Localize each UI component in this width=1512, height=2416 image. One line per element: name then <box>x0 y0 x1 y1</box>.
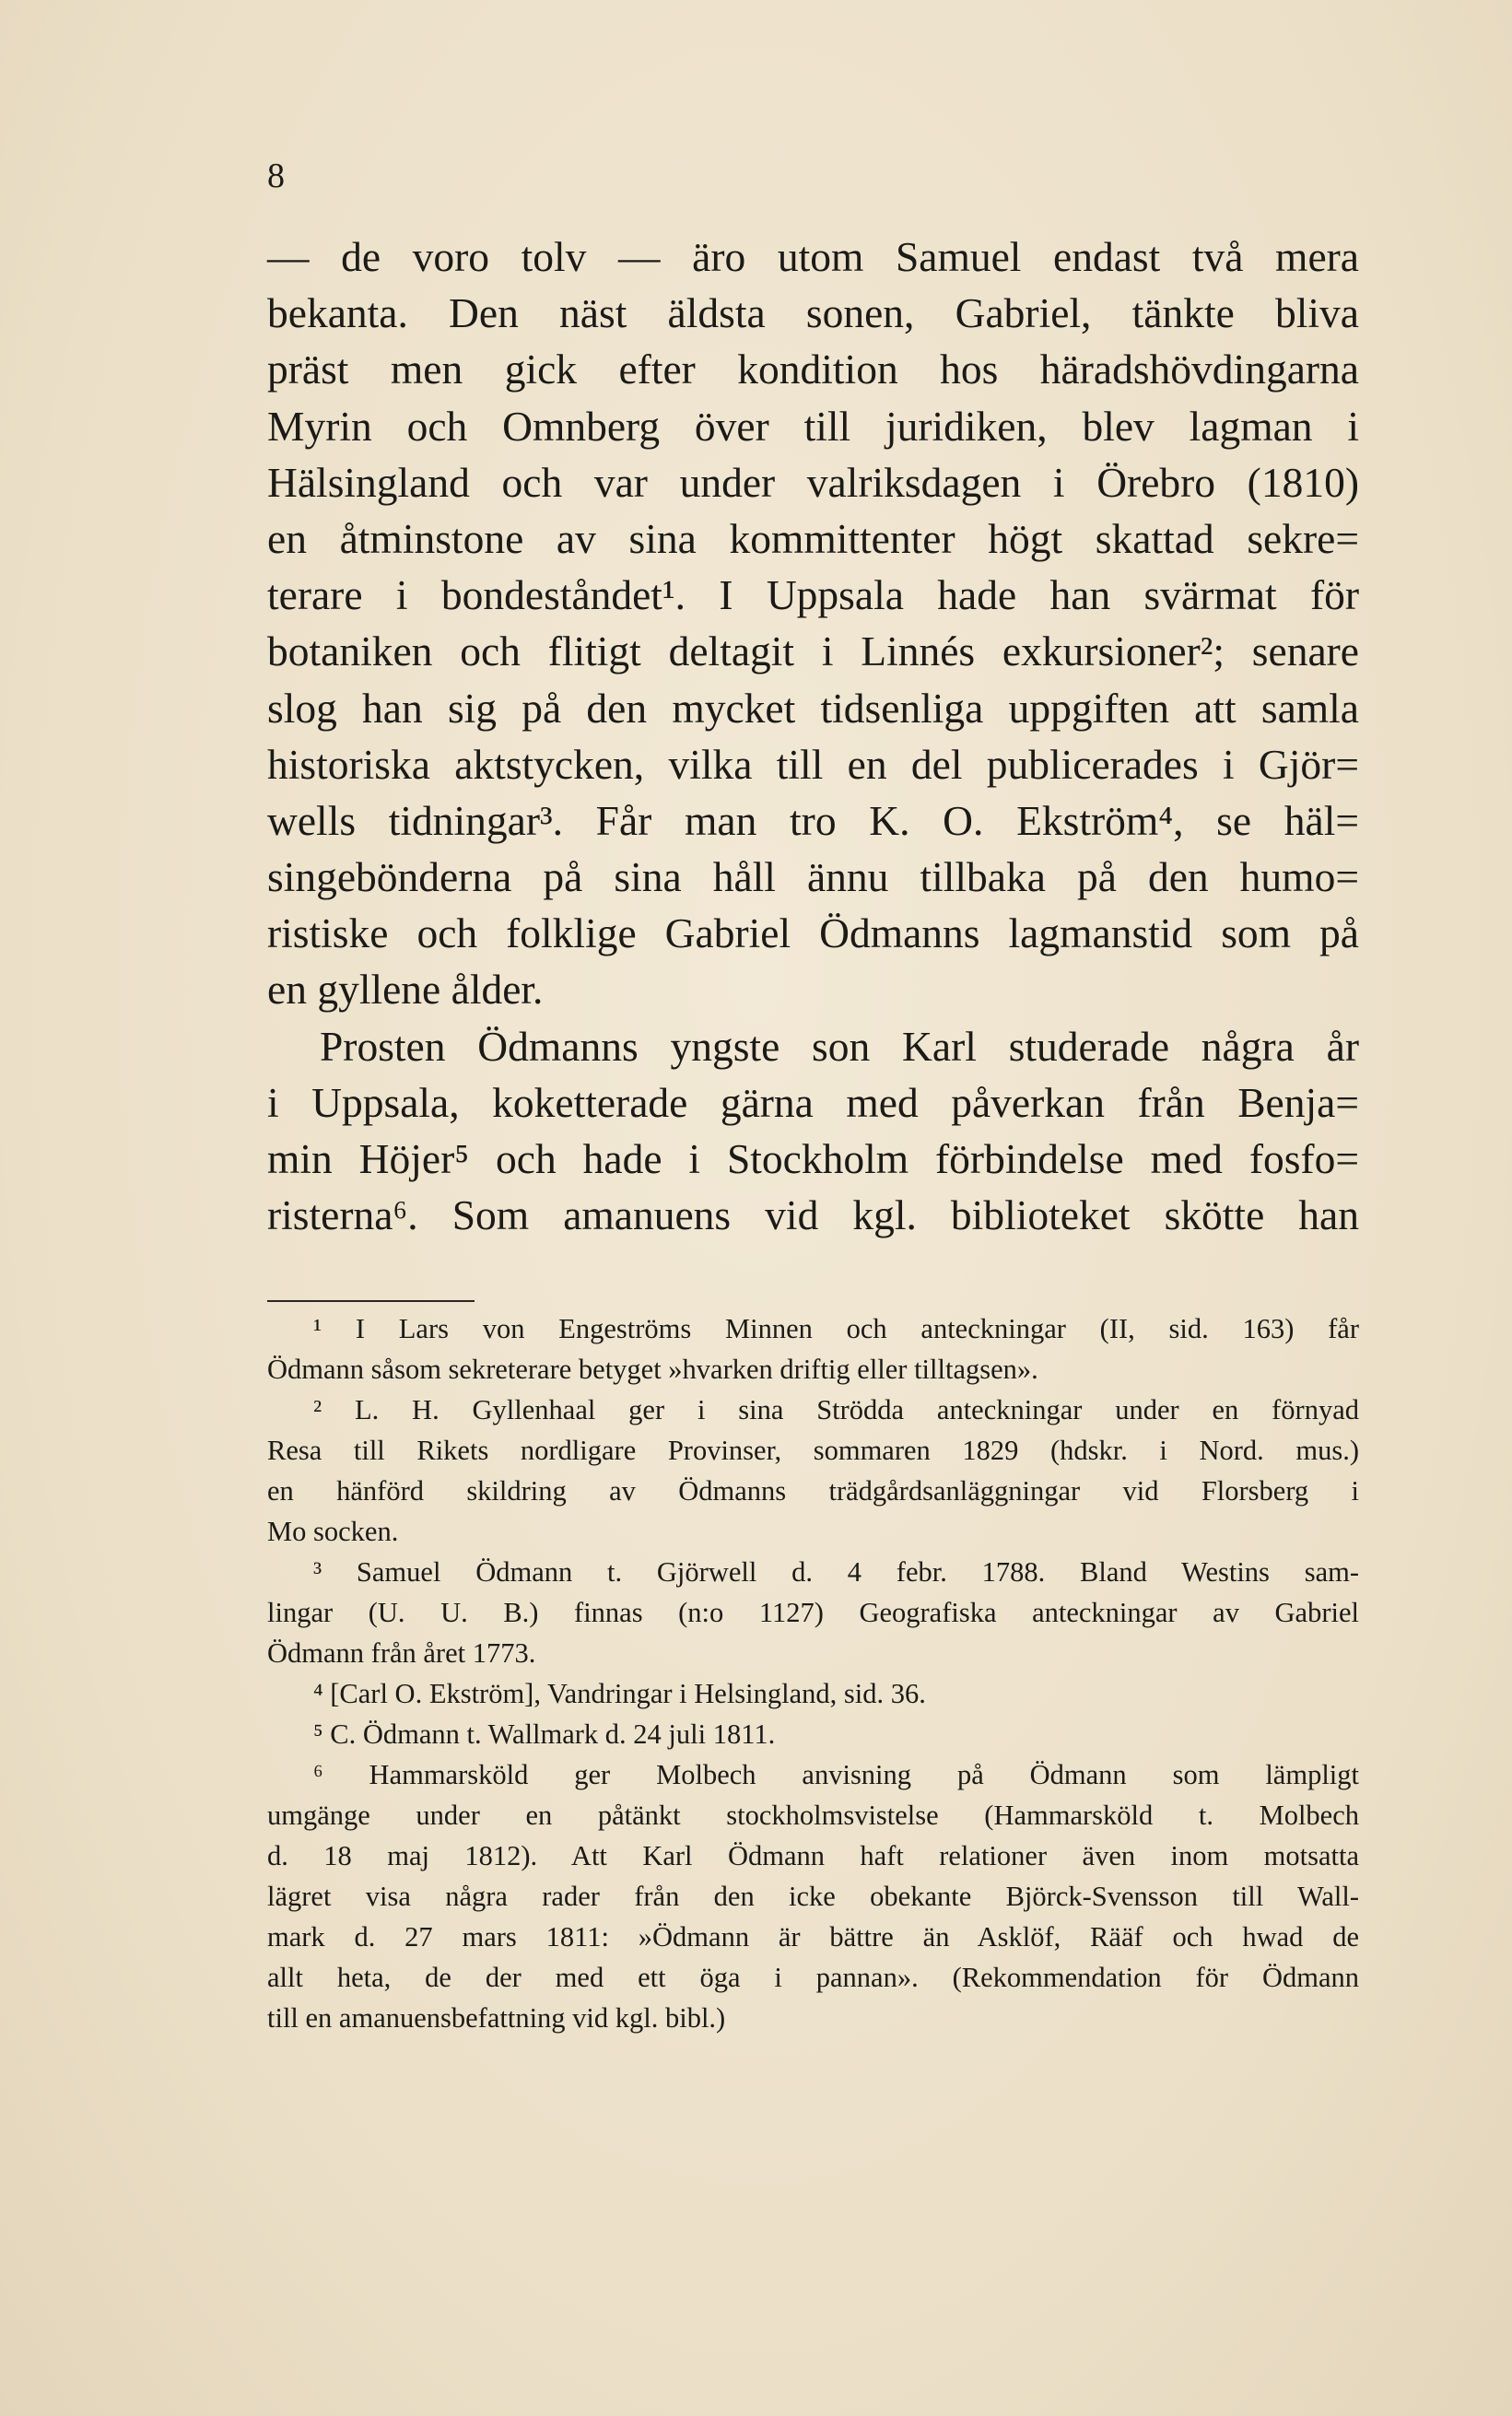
footnote-line: Ödmann från året 1773. <box>267 1637 536 1669</box>
text-line: Prosten Ödmanns yngste son Karl studerade några år <box>320 1022 1359 1070</box>
text-line: historiska aktstycken, vilka till en del publicerades i Gjör= <box>267 740 1359 788</box>
text-line: bekanta. Den näst äldsta sonen, Gabriel, tänkte bliva <box>267 289 1359 337</box>
text-line: Hälsingland och var under valriksdagen i Örebro (1810) <box>267 458 1359 506</box>
text-line: wells tidningar³. Får man tro K. O. Ekström⁴, se häl= <box>267 796 1359 844</box>
text-line: singebönderna på sina håll ännu tillbaka på den humo= <box>267 853 1359 901</box>
text-line: — de voro tolv — äro utom Samuel endast två mera <box>267 233 1359 280</box>
text-line: präst men gick efter kondition hos häradshövdingarna <box>267 346 1359 393</box>
footnote-line: ² L. H. Gyllenhaal ger i sina Strödda anteckningar under en förnyad <box>313 1394 1359 1425</box>
text-line: slog han sig på den mycket tidsenliga uppgiften att samla <box>267 684 1359 732</box>
footnote-line: till en amanuensbefattning vid kgl. bibl.) <box>267 2002 726 2034</box>
footnote-rule <box>267 1300 475 1302</box>
text-line: en gyllene ålder. <box>267 966 544 1014</box>
footnote-line: ¹ I Lars von Engeströms Minnen och anteckningar (II, sid. 163) får <box>313 1313 1359 1344</box>
text-line: min Höjer⁵ och hade i Stockholm förbindelse med fosfo= <box>267 1135 1359 1182</box>
footnote-line: allt heta, de der med ett öga i pannan». (Rekommendation för Ödmann <box>267 1962 1359 1993</box>
footnote-line: ⁶ Hammarsköld ger Molbech anvisning på Ödmann som lämpligt <box>313 1759 1359 1790</box>
footnote-line: mark d. 27 mars 1811: »Ödmann är bättre än Asklöf, Rääf och hwad de <box>267 1921 1359 1953</box>
text-line: risterna⁶. Som amanuens vid kgl. biblioteket skötte han <box>267 1191 1359 1239</box>
text-line: terare i bondeståndet¹. I Uppsala hade han svärmat för <box>267 571 1359 619</box>
main-text <box>267 229 1359 1243</box>
text-line: botaniken och flitigt deltagit i Linnés exkursioner²; senare <box>267 627 1359 675</box>
text-line: en åtminstone av sina kommittenter högt skattad sekre= <box>267 514 1359 562</box>
footnote-line: ³ Samuel Ödmann t. Gjörwell d. 4 febr. 1788. Bland Westins sam- <box>313 1556 1359 1588</box>
footnote-line: ⁵ C. Ödmann t. Wallmark d. 24 juli 1811. <box>313 1718 776 1750</box>
text-line: Myrin och Omnberg över till juridiken, blev lagman i <box>267 402 1359 450</box>
footnotes <box>267 1308 1359 2038</box>
text-line: i Uppsala, koketterade gärna med påverkan från Benja= <box>267 1078 1359 1126</box>
footnote-line: Ödmann såsom sekreterare betyget »hvarken driftig eller tilltagsen». <box>267 1354 1038 1385</box>
footnote-line: d. 18 maj 1812). Att Karl Ödmann haft relationer även inom motsatta <box>267 1840 1359 1871</box>
footnote-line: ⁴ [Carl O. Ekström], Vandringar i Helsingland, sid. 36. <box>313 1678 926 1709</box>
footnote-line: lägret visa några rader från den icke obekante Björck-Svensson till Wall- <box>267 1881 1359 1912</box>
page-number: 8 <box>267 157 285 195</box>
footnote-line: Mo socken. <box>267 1516 399 1547</box>
footnote-line: lingar (U. U. B.) finnas (n:o 1127) Geografiska anteckningar av Gabriel <box>267 1597 1359 1628</box>
footnote-line: Resa till Rikets nordligare Provinser, sommaren 1829 (hdskr. i Nord. mus.) <box>267 1435 1359 1466</box>
footnote-line: en hänförd skildring av Ödmanns trädgårdsanläggningar vid Florsberg i <box>267 1475 1359 1507</box>
text-line: ristiske och folklige Gabriel Ödmanns lagmanstid som på <box>267 909 1359 957</box>
footnote-line: umgänge under en påtänkt stockholmsvistelse (Hammarsköld t. Molbech <box>267 1800 1359 1831</box>
